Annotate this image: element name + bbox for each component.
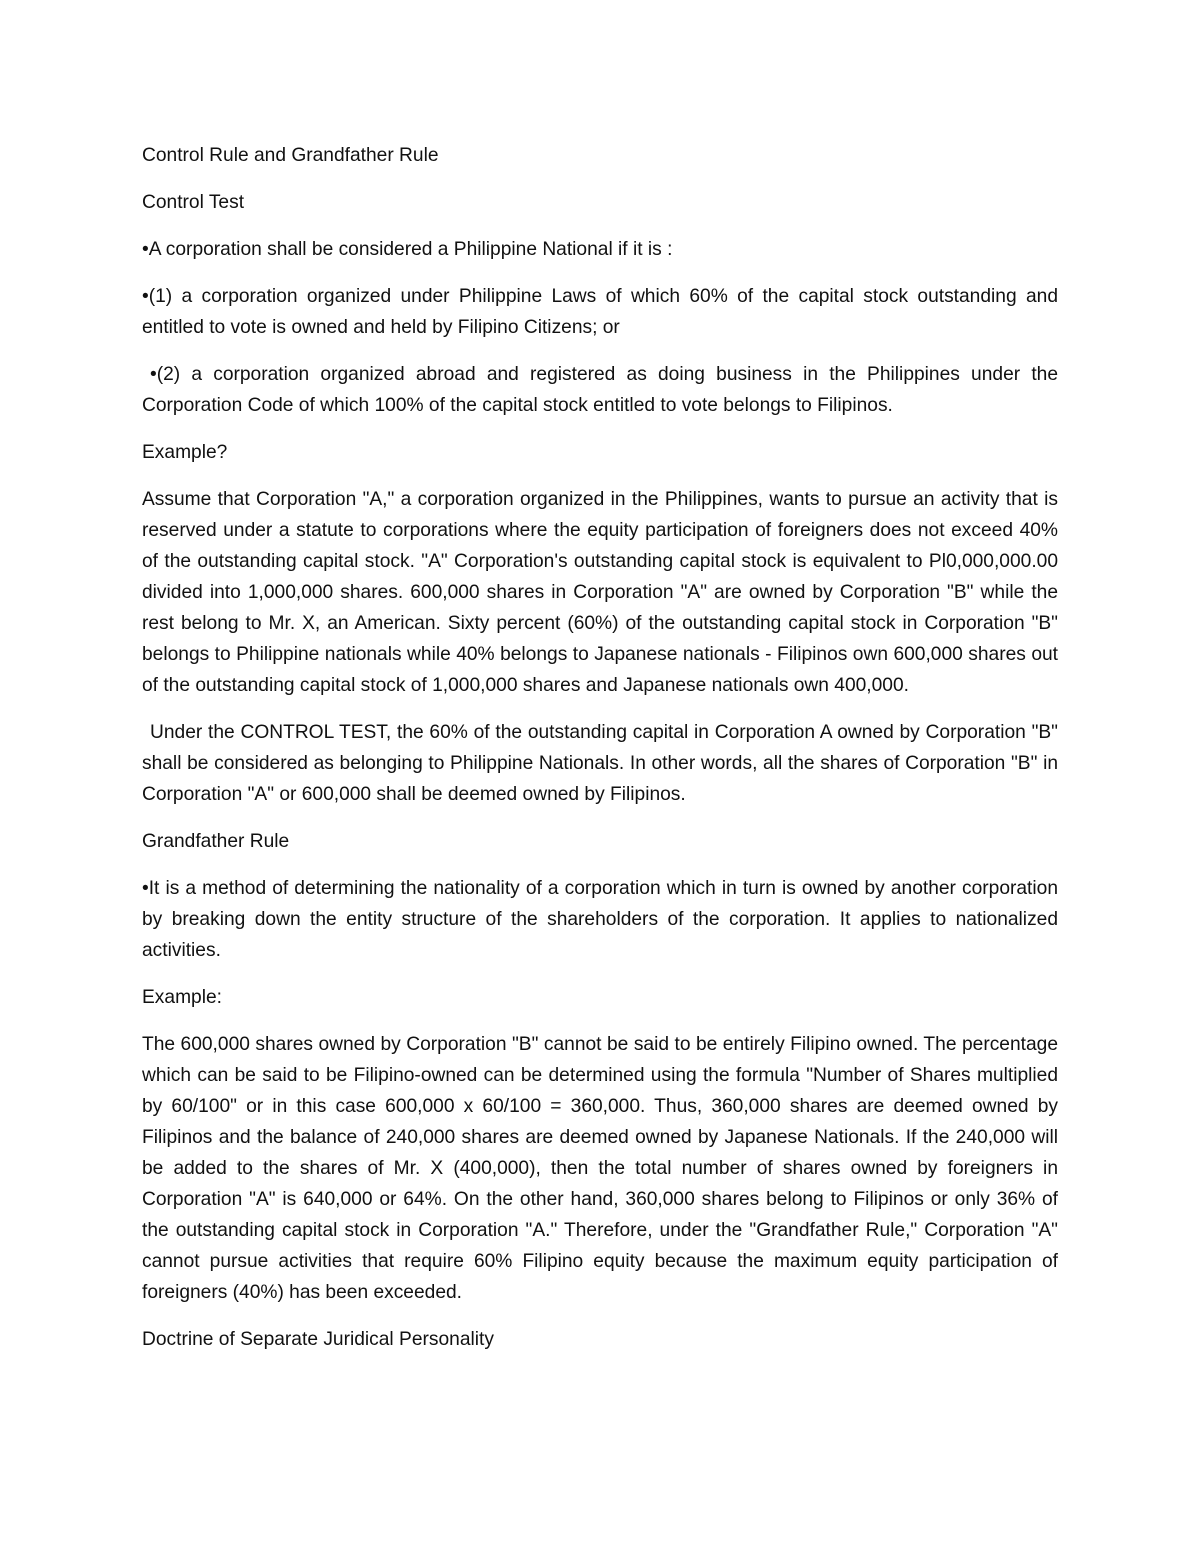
bullet-icon: • bbox=[142, 286, 149, 307]
bullet-icon: • bbox=[150, 364, 157, 385]
example-1-text: Assume that Corporation "A," a corporation organized in the Philippines, wants to pursue an activity that is reserved under a statute to corporations where the equity participation of foreigners does not exceed 40% of the outstanding capital stock. "A" Corporation's outstanding capital stock is equivalent to Pl0,000,000.00 divided into 1,000,000 shares. 600,000 shares in Corporation "A" are owned by Corporation "B" while the rest belong to Mr. X, an American. Sixty percent (60%) of the outstanding capital stock in Corporation "B" belongs to Philippine nationals while 40% belongs to Japanese nationals - Filipinos own 600,000 shares out of the outstanding capital stock of 1,000,000 shares and Japanese nationals own 400,000. bbox=[142, 489, 1058, 696]
control-test-item-2-text: (2) a corporation organized abroad and registered as doing business in the Philippines under the Corporation Code of which 100% of the capital stock entitled to vote belongs to Filipinos. bbox=[142, 364, 1058, 416]
heading-control-test: Control Test bbox=[142, 192, 245, 213]
control-test-item-1 bbox=[142, 281, 1058, 343]
control-test-conclusion-text: Under the CONTROL TEST, the 60% of the outstanding capital in Corporation A owned by Corporation "B" shall be considered as belonging to Philippine Nationals. In other words, all the shares of Corporation "B" in Corporation "A" or 600,000 shall be deemed owned by Filipinos. bbox=[142, 722, 1058, 805]
control-test-conclusion bbox=[142, 717, 1058, 810]
grandfather-definition-item bbox=[142, 873, 1058, 966]
heading-doctrine: Doctrine of Separate Juridical Personality bbox=[142, 1329, 494, 1350]
example-2-text: The 600,000 shares owned by Corporation "B" cannot be said to be entirely Filipino owned. The percentage which can be said to be Filipino-owned can be determined using the formula "Number of Shares multiplied by 60/100" or in this case 600,000 x 60/100 = 360,000. Thus, 360,000 shares are deemed owned by Filipinos and the balance of 240,000 shares are deemed owned by Japanese Nationals. If the 240,000 will be added to the shares of Mr. X (400,000), then the total number of shares owned by foreigners in Corporation "A" is 640,000 or 64%. On the other hand, 360,000 shares belong to Filipinos or only 36% of the outstanding capital stock in Corporation "A." Therefore, under the "Grandfather Rule," Corporation "A" cannot pursue activities that require 60% Filipino equity because the maximum equity participation of foreigners (40%) has been exceeded. bbox=[142, 1034, 1058, 1303]
control-test-intro-text: A corporation shall be considered a Philippine National if it is : bbox=[148, 239, 673, 260]
bullet-icon: • bbox=[142, 878, 149, 899]
document-title: Control Rule and Grandfather Rule bbox=[142, 145, 439, 166]
control-test-intro-item bbox=[142, 234, 1058, 265]
grandfather-definition-text: It is a method of determining the nationality of a corporation which in turn is owned by another corporation by breaking down the entity structure of the shareholders of the corporation. It applies to nationalized activities. bbox=[142, 878, 1058, 961]
control-test-item-1-text: (1) a corporation organized under Philippine Laws of which 60% of the capital stock outstanding and entitled to vote is owned and held by Filipino Citizens; or bbox=[142, 286, 1058, 338]
document-page bbox=[142, 140, 1058, 1371]
heading-grandfather-rule: Grandfather Rule bbox=[142, 831, 290, 852]
bullet-icon: • bbox=[142, 239, 149, 260]
control-test-item-2 bbox=[142, 359, 1058, 421]
example-1-label: Example? bbox=[142, 442, 228, 463]
example-2-label: Example: bbox=[142, 987, 222, 1008]
